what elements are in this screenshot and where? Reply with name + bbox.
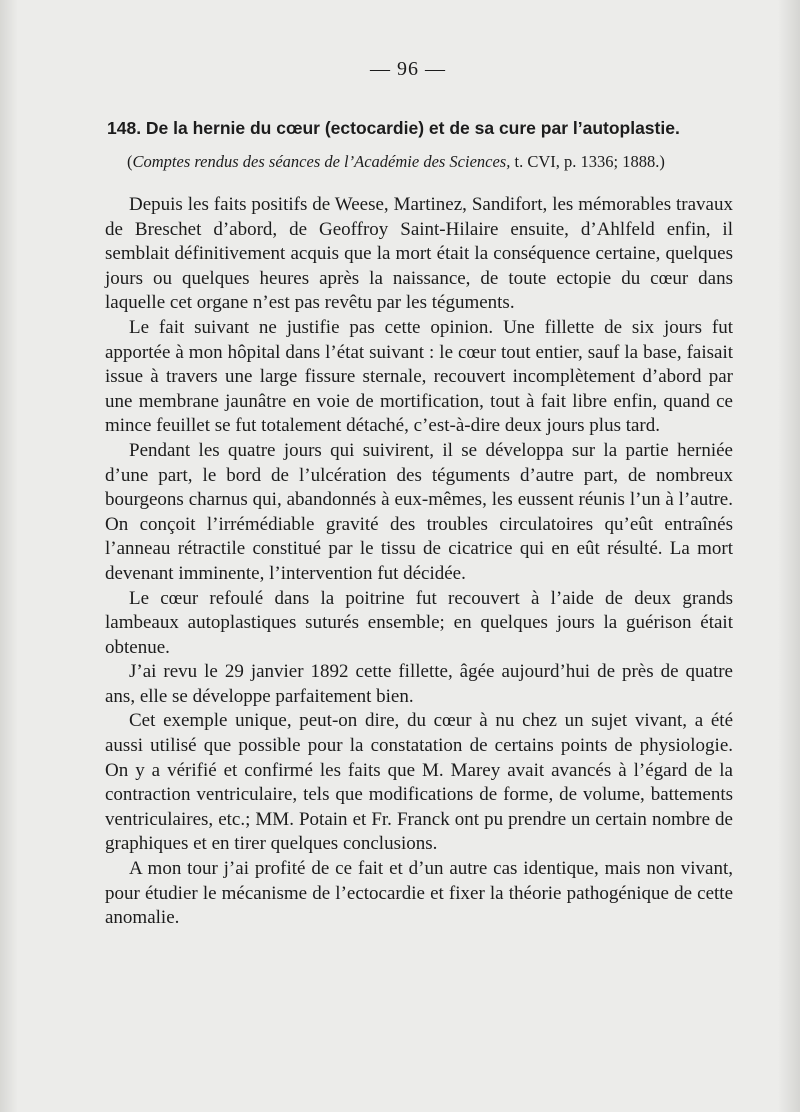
page-number: — 96 — <box>370 58 446 80</box>
citation <box>127 152 747 172</box>
paragraph: Pendant les quatre jours qui suivirent, il se développa sur la partie herniée d’une part, le bord de l’ulcération des téguments d’autre part, de nombreux bourgeons charnus qui, abandonnés à eux-mêmes, les eussent réunis l’un à l’autre. On conçoit l’irrémédiable gravité des troubles circulatoires qu’eût entraînés l’anneau rétractile constitué par le tissu de cicatrice qui en eût résulté. La mort devenant imminente, l’intervention fut décidée. <box>105 439 733 584</box>
page-edge-shadow-left <box>0 0 18 1112</box>
citation-ref: t. CVI, p. 1336; 1888.) <box>510 152 665 171</box>
page-edge-shadow-right <box>778 0 800 1112</box>
paragraph: A mon tour j’ai profité de ce fait et d’un autre cas identique, mais non vivant, pour étudier le mécanisme de l’ectocardie et fixer la théorie pathogénique de cette anomalie. <box>105 858 733 929</box>
citation-open: ( <box>127 152 133 171</box>
paragraph: J’ai revu le 29 janvier 1892 cette fillette, âgée aujourd’hui de près de quatre ans, elle se développe parfaitement bien. <box>105 661 733 707</box>
section-heading: 148. De la hernie du cœur (ectocardie) et de sa cure par l’autoplastie. <box>107 118 680 138</box>
citation-source: Comptes rendus des séances de l’Académie des Sciences, <box>132 152 511 171</box>
paragraph: Depuis les faits positifs de Weese, Martinez, Sandifort, les mémorables travaux de Breschet d’abord, de Geoffroy Saint-Hilaire ensuite, d’Ahlfeld enfin, il semblait définitivement acquis que la mort était la conséquence certaine, quelques jours ou quelques heures après la naissance, de toute ectopie du cœur dans laquelle cet organe n’est pas revêtu par les téguments. <box>105 194 733 314</box>
paragraph: Le cœur refoulé dans la poitrine fut recouvert à l’aide de deux grands lambeaux autoplastiques suturés ensemble; en quelques jours la guérison était obtenue. <box>105 587 733 658</box>
paragraph: Le fait suivant ne justifie pas cette opinion. Une fillette de six jours fut apportée à mon hôpital dans l’état suivant : le cœur tout entier, sauf la base, faisait issue à travers une large fissure sternale, recouvert incomplètement d’abord par une membrane jaunâtre en voie de mortification, tout à fait libre enfin, quand ce mince feuillet se fut totalement détaché, c’est-à-dire deux jours plus tard. <box>105 316 733 437</box>
paragraph: Cet exemple unique, peut-on dire, du cœur à nu chez un sujet vivant, a été aussi utilisé que possible pour la constatation de certains points de physiologie. On y a vérifié et confirmé les faits que M. Marey avait avancés à l’égard de la contraction ventriculaire, tels que modifications de forme, de volume, battements ventriculaires, etc.; MM. Potain et Fr. Franck ont pu prendre un certain nombre de graphiques et en tirer quelques conclusions. <box>105 710 733 855</box>
body-text <box>105 193 733 931</box>
